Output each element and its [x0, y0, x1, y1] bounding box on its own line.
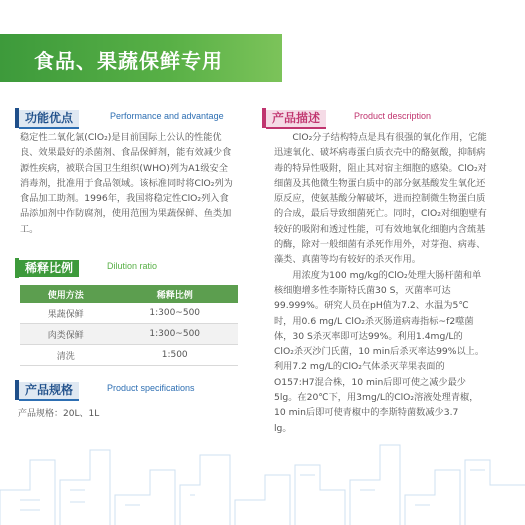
skyline-decoration: [0, 440, 525, 525]
description-header: [262, 108, 492, 128]
description-line: 核细胞增多性李斯特氏菌30 S，灭菌率可达: [274, 284, 451, 296]
description-text: [274, 130, 500, 436]
description-line: 藻类、真菌等均有较好的杀灭作用。: [274, 254, 421, 266]
title-banner: [0, 34, 282, 82]
description-line: ClO₂分子结构特点是具有很强的氧化作用，它能: [292, 132, 487, 143]
advantages-line: 源性疾病，被联合国卫生组织(WHO)列为A1级安全: [20, 162, 228, 174]
ratio-cell: 1:300~500: [111, 303, 238, 324]
description-line: 迅速氧化、破坏病毒蛋白质衣壳中的酪氨酸，抑制病: [274, 147, 486, 159]
advantages-line: 稳定性二氧化氯(ClO₂)是目前国际上公认的性能优: [20, 132, 222, 143]
column-header: 稀释比例: [111, 285, 238, 303]
description-line: 的酶，除对一般细菌有杀死作用外，对芽孢、病毒、: [274, 239, 486, 251]
advantages-title: 功能优点: [19, 110, 79, 129]
description-line: 用浓度为100 mg/kg的ClO₂处理大肠杆菌和单: [292, 269, 482, 281]
description-line: ClO₂杀灭沙门氏菌，10 min后杀灭率达99%以上。: [274, 346, 485, 358]
advantages-line: 食品加工助剂。1996年，我国将稳定性ClO₂列入食: [20, 193, 229, 205]
description-line: 体，30 S杀灭率即可达99%。利用1.4mg/L的: [274, 330, 463, 342]
dilution-title: 稀释比例: [19, 260, 79, 277]
spec-subtitle: Product specifications: [107, 383, 195, 393]
ratio-cell: 1:300~500: [111, 324, 238, 345]
dilution-subtitle: Dilution ratio: [107, 261, 158, 271]
dilution-header: [15, 258, 245, 278]
description-line: 的合成，最后导致细菌死亡。同时，ClO₂对细胞壁有: [274, 208, 487, 220]
description-line: O157:H7混合株，10 min后即可使之减少最少: [274, 376, 466, 388]
advantages-line: 良、效果最好的杀菌剂、食品保鲜剂，能有效减少食: [20, 147, 232, 159]
dilution-table: [20, 285, 238, 366]
column-header: 使用方法: [20, 285, 111, 303]
description-line: 时，用0.6 mg/L ClO₂杀灭肠道病毒指标~f2噬菌: [274, 315, 474, 327]
description-line: lg。: [274, 422, 292, 434]
advantages-text: [20, 130, 248, 237]
description-title: 产品描述: [266, 110, 326, 129]
table-header-row: [20, 285, 238, 303]
table-row: [20, 324, 238, 345]
advantages-header: [15, 108, 245, 128]
description-subtitle: Product description: [354, 111, 432, 121]
advantages-subtitle: Performance and advantage: [110, 111, 224, 121]
description-line: 10 min后即可使青椒中的李斯特菌数减少3.7: [274, 407, 459, 419]
spec-header: [15, 380, 245, 400]
table-row: [20, 345, 238, 366]
method-cell: 清洗: [20, 345, 111, 366]
description-line: 5lg。在20℃下，用3mg/L的ClO₂溶液处理青椒，: [274, 392, 479, 404]
table-row: [20, 303, 238, 324]
method-cell: 肉类保鲜: [20, 324, 111, 345]
advantages-line: 品添加剂中作防腐剂，使用范围为果蔬保鲜、鱼类加: [20, 208, 232, 220]
description-line: 毒的特异性吸附，阻止其对宿主细胞的感染。ClO₂对: [274, 162, 487, 174]
description-line: 利用7.2 mg/L的ClO₂气体杀灭苹果表面的: [274, 361, 445, 373]
spec-text: 产品规格：20L、1L: [18, 409, 100, 419]
description-line: 较好的吸附和透过性能，可有效地氧化细胞内含巯基: [274, 223, 486, 235]
advantages-line: 工。: [20, 223, 39, 235]
advantages-line: 消毒剂，批准用于食品领域。该标准同时将ClO₂列为: [20, 177, 233, 189]
description-line: 细菌及其他微生物蛋白质中的部分氨基酸发生氧化还: [274, 177, 486, 189]
method-cell: 果蔬保鲜: [20, 303, 111, 324]
banner-title: 食品、果蔬保鲜专用: [34, 49, 223, 73]
description-line: 99.999%。研究人员在pH值为7.2、水温为5℃: [274, 300, 469, 312]
spec-title: 产品规格: [19, 382, 79, 401]
description-line: 原反应，使氨基酸分解破坏，进而控制微生物蛋白质: [274, 193, 486, 205]
ratio-cell: 1:500: [111, 345, 238, 366]
